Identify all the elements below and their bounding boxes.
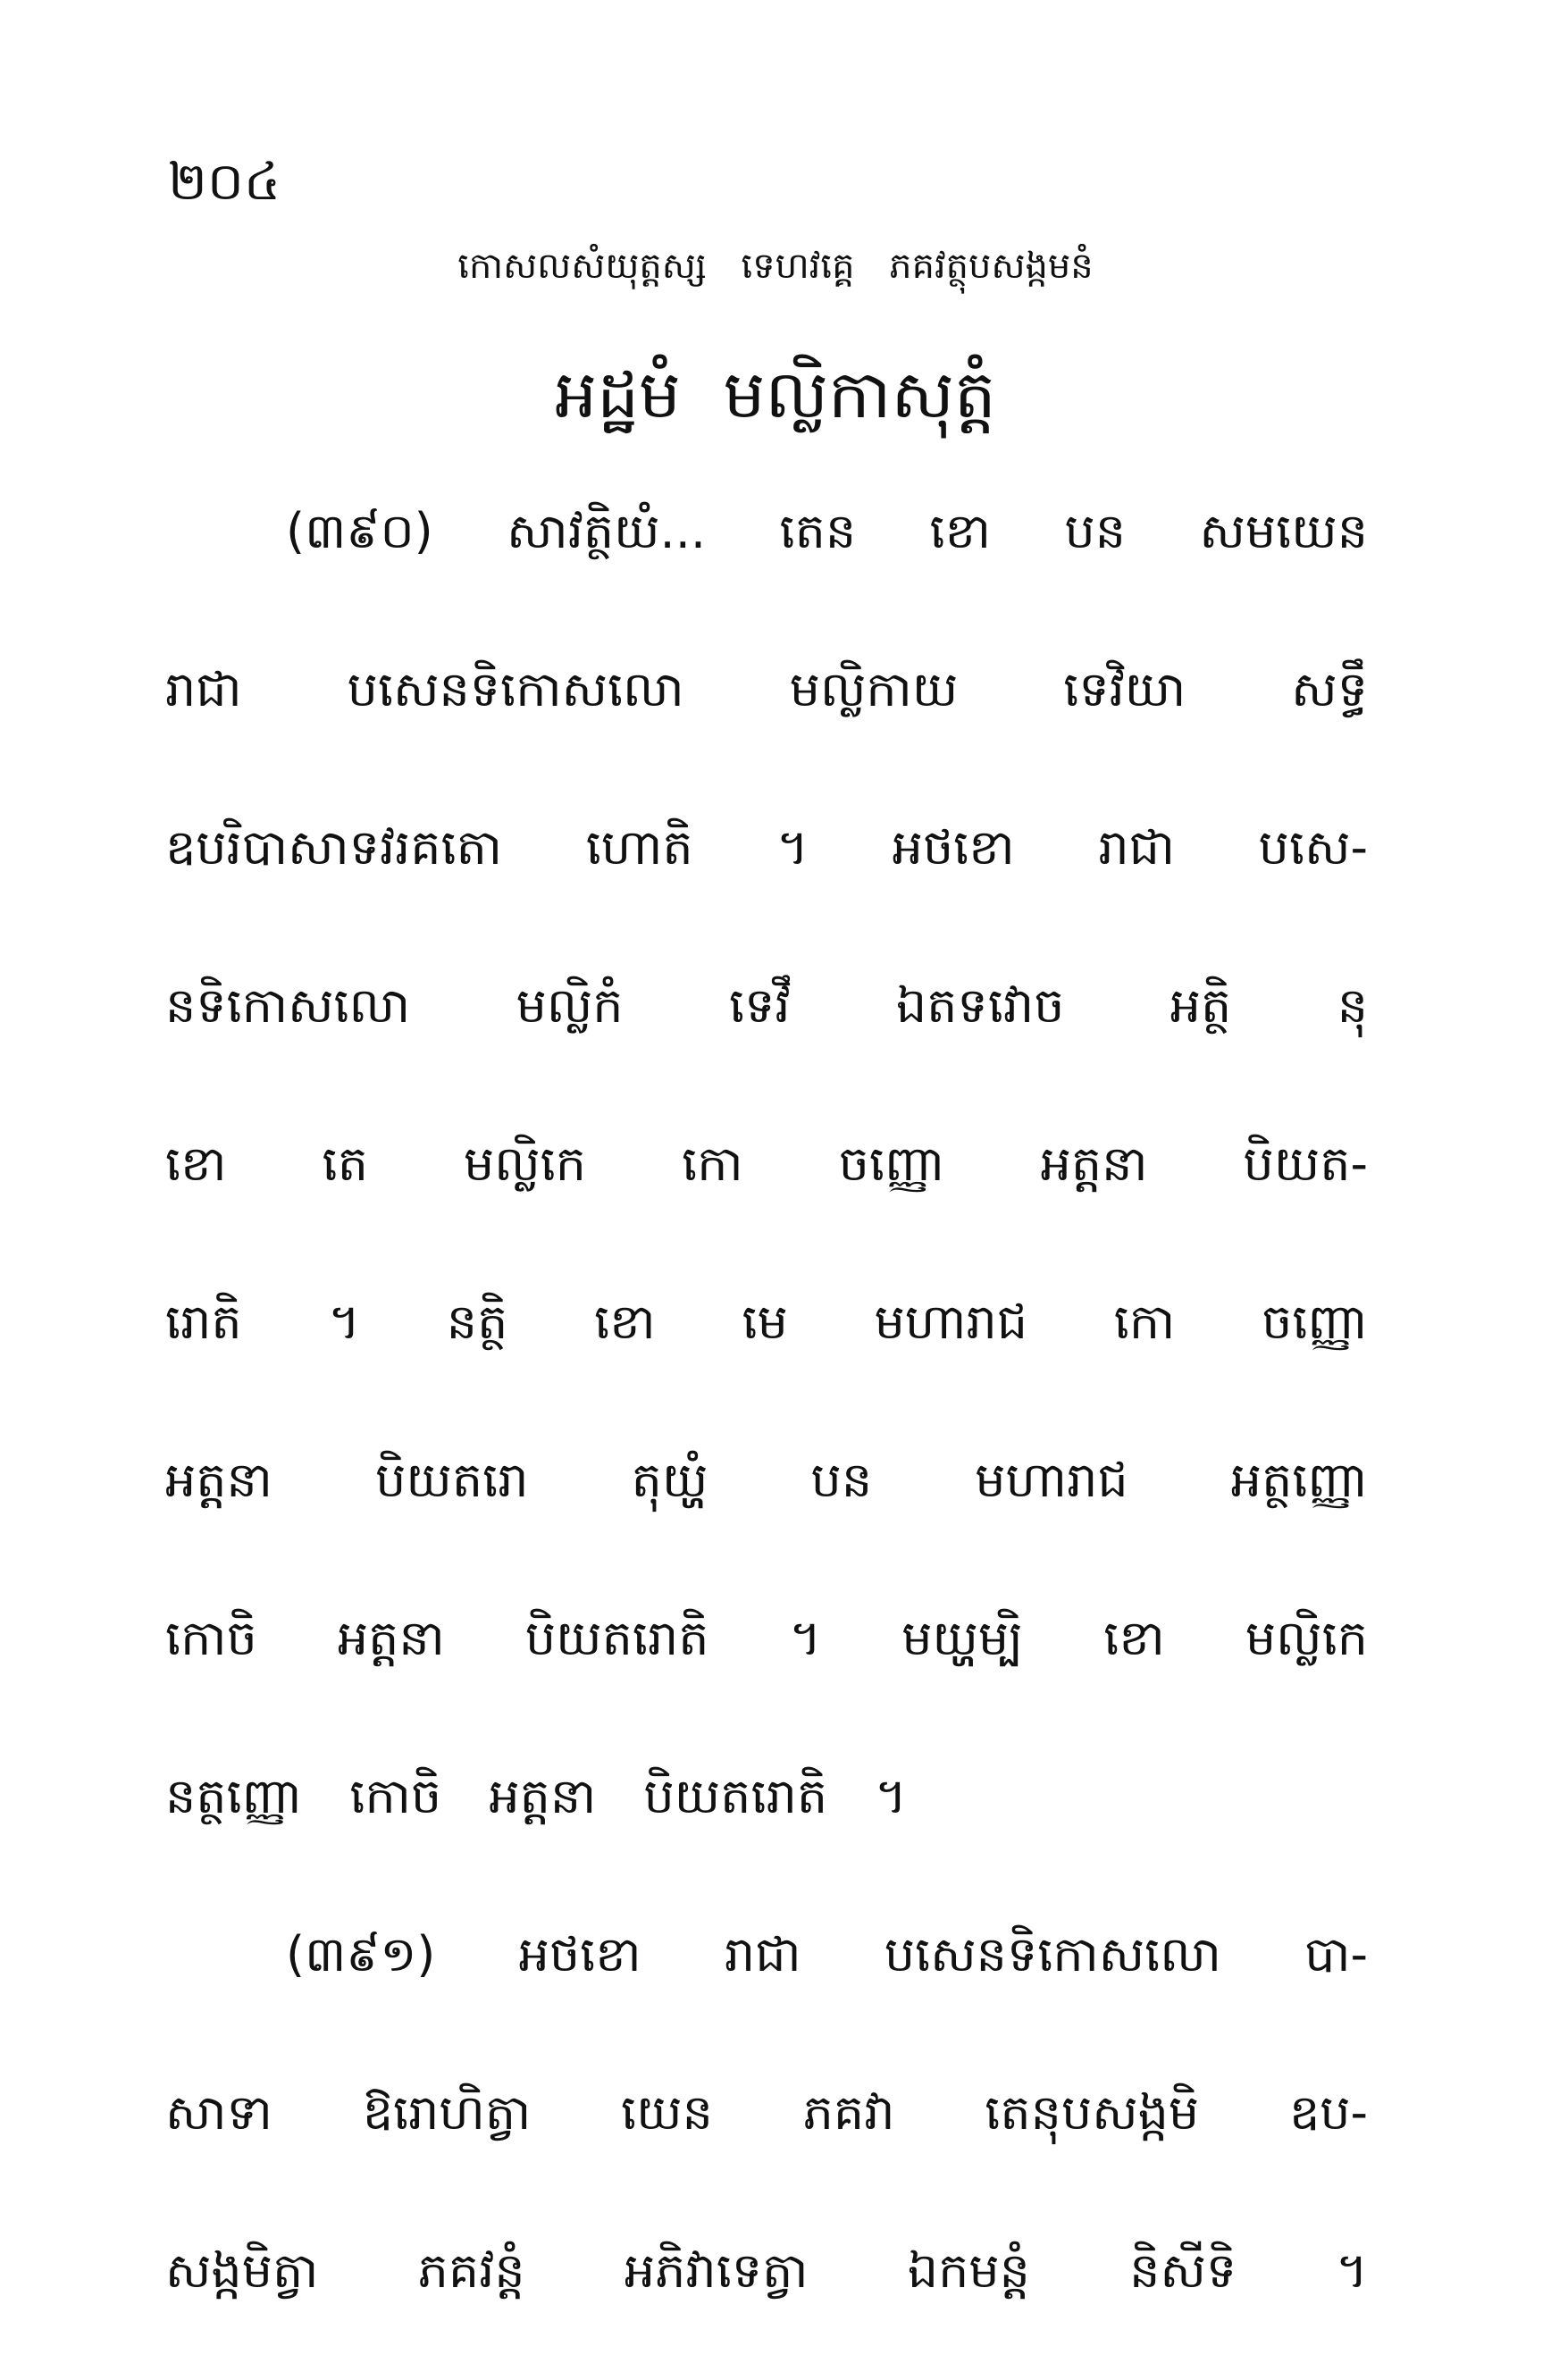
text-line: (៣៩១) អថខោ រាជា បសេនទិកោសលោ បា-: [286, 1926, 1368, 1982]
text-line: សង្កមិត្វា ភគវន្តំ អភិវាទេត្វា ឯកមន្តំ និសីទិ ។: [165, 2242, 1368, 2299]
text-line: កោចិ អត្តនា បិយតរោតិ ។ មយ្ហម្បិ ខោ មល្លិកេ: [165, 1610, 1368, 1666]
text-line: អត្តនា បិយតរោ តុយ្ហំ បន មហារាជ អត្ថញ្ញោ: [165, 1452, 1368, 1508]
text-line: (៣៩០) សាវត្ថិយំ... តេន ខោ បន សមយេន: [286, 503, 1368, 559]
text-line: រោតិ ។ នត្ថិ ខោ មេ មហារាជ កោ ចញ្ញោ: [165, 1294, 1368, 1350]
page-number: ២០៤: [168, 151, 281, 212]
running-header: កោសលសំយុត្តស្ស ទេហវគ្គេ ភគវត្ថុបសង្កមនំ: [457, 246, 1094, 287]
text-line: ខោ តេ មល្លិកេ កោ ចញ្ញោ អត្តនា បិយត-: [165, 1136, 1368, 1192]
text-line: នទិកោសលោ មល្លិកំ ទេវឹ ឯតទវោច អត្ថិ នុ: [165, 977, 1368, 1034]
body-text: [165, 482, 1368, 2380]
text-line: រាជា បសេនទិកោសលោ មល្លិកាយ ទេវិយា សទ្ធឹ: [165, 661, 1368, 717]
text-line: ឧបរិបាសាទវរគតោ ហោតិ ។ អថខោ រាជា បសេ-: [165, 819, 1368, 876]
section-title: អដ្ឋមំ មល្លិកាសុត្តំ: [555, 356, 996, 433]
text-line: នត្ថញ្ញោ កោចិ អត្តនា បិយតរោតិ ។: [165, 1768, 907, 1824]
text-line: សាទា ឱរោហិត្វា យេន ភគវា តេនុបសង្កមិ ឧប-: [165, 2084, 1368, 2141]
